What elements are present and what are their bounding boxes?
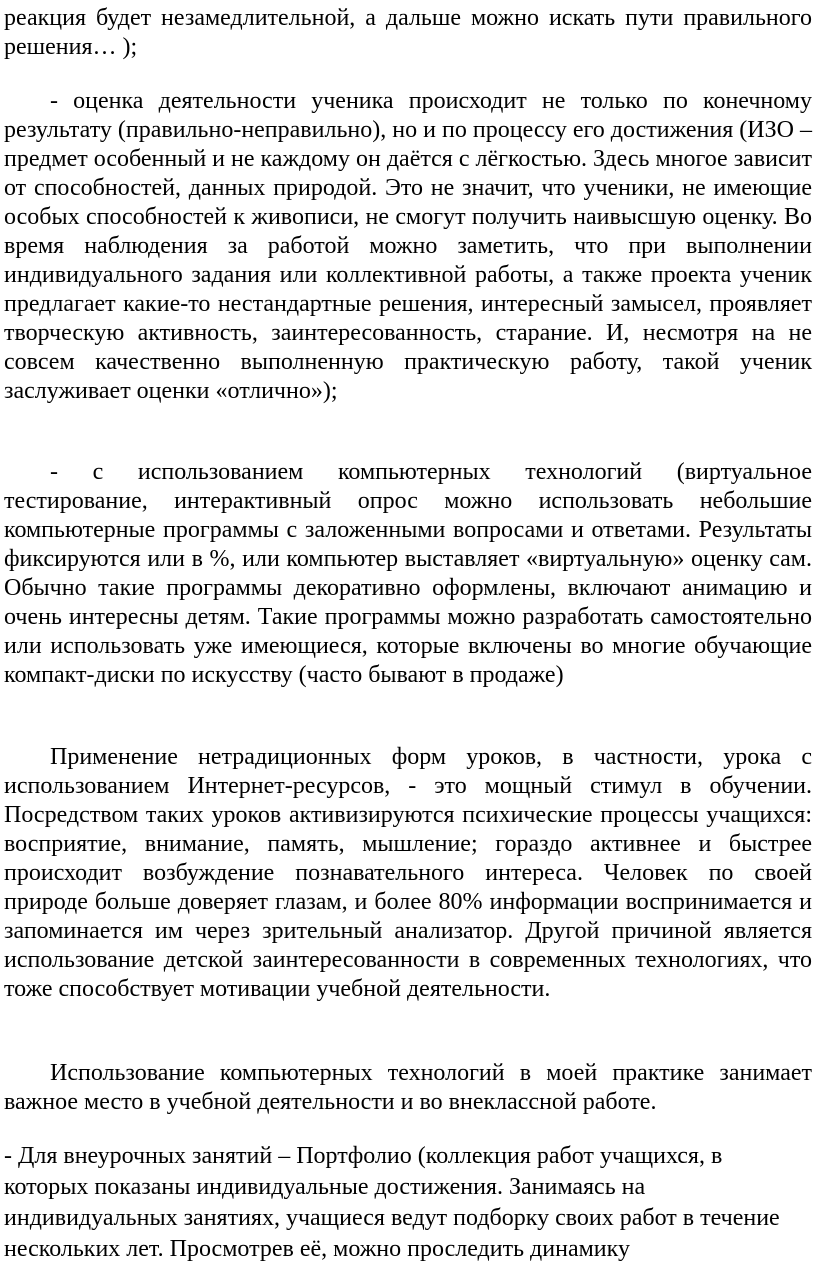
paragraph-1: реакция будет незамедлительной, а дальше можно искать пути правильного решения… ); xyxy=(4,5,812,60)
paragraph-6: - Для внеурочных занятий – Портфолио (коллекция работ учащихся, в которых показаны индивидуальные достижения. Занимаясь на индивидуальных занятиях, учащиеся ведут подборку своих работ в течение нескольких лет. Просмотрев её, можно проследить динамику xyxy=(4,1143,780,1262)
paragraph-5: Использование компьютерных технологий в моей практике занимает важное место в учебной деятельности и во внеклассной работе. xyxy=(4,1060,812,1115)
paragraph-3: - с использованием компьютерных технологий (виртуальное тестирование, интерактивный опрос можно использовать небольшие компьютерные программы с заложенными вопросами и ответами. Результаты фиксируются или в %, или компьютер выставляет «виртуальную» оценку сам. Обычно такие программы декоративно оформлены, включают анимацию и очень интересны детям. Такие программы можно разработать самостоятельно или использовать уже имеющиеся, которые включены во многие обучающие компакт-диски по искусству (часто бывают в продаже) xyxy=(4,459,812,688)
paragraph-4: Применение нетрадиционных форм уроков, в частности, урока с использованием Интернет-ресурсов, - это мощный стимул в обучении. Посредством таких уроков активизируются психические процессы учащихся: восприятие, внимание, память, мышление; гораздо активнее и быстрее происходит возбуждение познавательного интереса. Человек по своей природе больше доверяет глазам, и более 80% информации воспринимается и запоминается им через зрительный анализатор. Другой причиной является использование детской заинтересованности в современных технологиях, что тоже способствует мотивации учебной деятельности. xyxy=(4,744,812,1002)
paragraph-2: - оценка деятельности ученика происходит не только по конечному результату (правильно-неправильно), но и по процессу его достижения (ИЗО – предмет особенный и не каждому он даётся с лёгкостью. Здесь многое зависит от способностей, данных природой. Это не значит, что ученики, не имеющие особых способностей к живописи, не смогут получить наивысшую оценку. Во время наблюдения за работой можно заметить, что при выполнении индивидуального задания или коллективной работы, а также проекта ученик предлагает какие-то нестандартные решения, интересный замысел, проявляет творческую активность, заинтересованность, старание. И, несмотря на не совсем качественно выполненную практическую работу, такой ученик заслуживает оценки «отлично»); xyxy=(4,88,812,404)
